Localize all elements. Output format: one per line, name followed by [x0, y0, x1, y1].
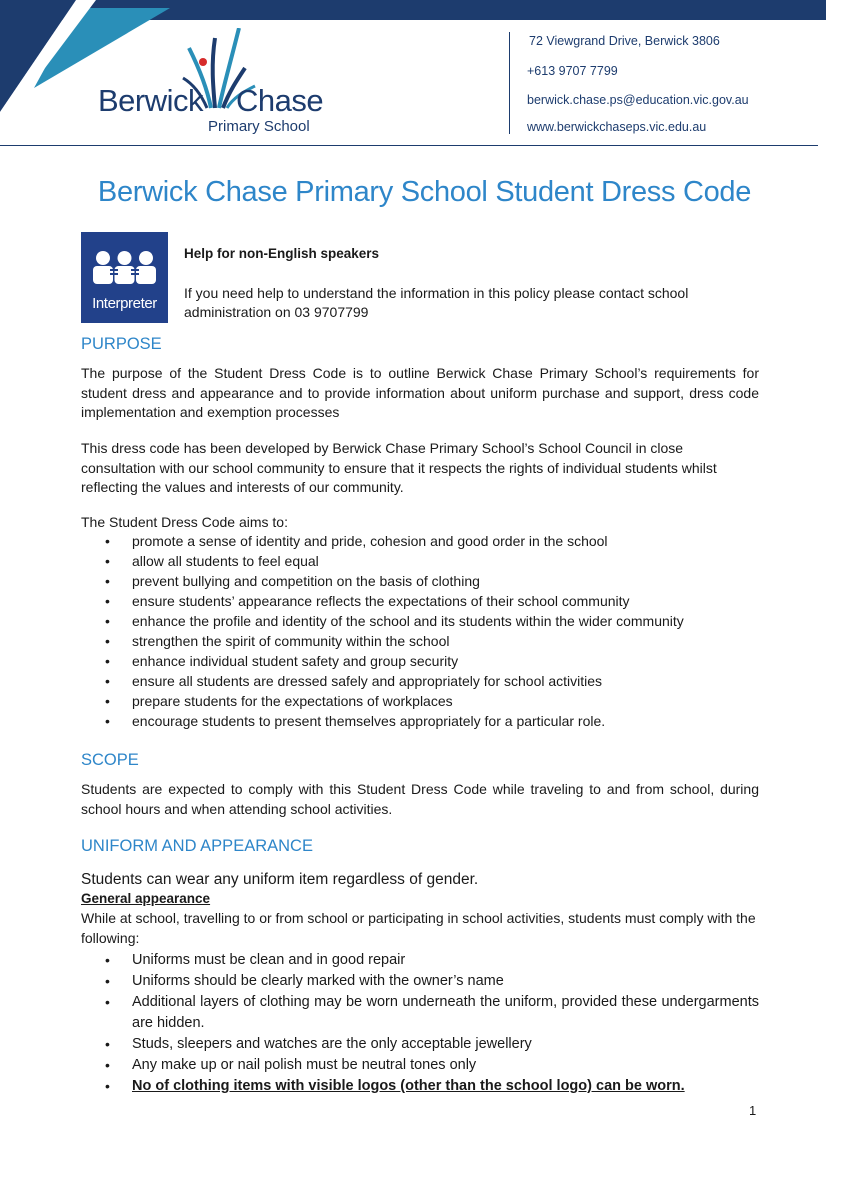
aims-intro: The Student Dress Code aims to:: [81, 514, 288, 530]
list-item: • ensure all students are dressed safely and appropriately for school activities: [81, 671, 759, 691]
contact-website[interactable]: www.berwickchaseps.vic.edu.au: [527, 120, 707, 134]
contact-address: 72 Viewgrand Drive, Berwick 3806: [529, 34, 720, 48]
uniform-heading: UNIFORM AND APPEARANCE: [81, 837, 313, 855]
aims-list: [81, 531, 759, 731]
help-body: If you need help to understand the information in this policy please contact school administration on 03 9707799: [184, 285, 689, 320]
list-item: • allow all students to feel equal: [81, 551, 759, 571]
contact-divider: [509, 32, 510, 134]
uniform-lead: Students can wear any uniform item regardless of gender.: [81, 871, 479, 888]
appearance-rules-list: [81, 950, 759, 1097]
contact-phone: +613 9707 7799: [527, 64, 618, 78]
list-item: [81, 1076, 759, 1097]
list-item: • Uniforms should be clearly marked with the owner’s name: [81, 971, 759, 992]
logo-rule-text: No of clothing items with visible logos (other than the school logo) can be worn.: [132, 1078, 685, 1094]
list-item: • prepare students for the expectations of workplaces: [81, 691, 759, 711]
list-item: • Studs, sleepers and watches are the only acceptable jewellery: [81, 1034, 759, 1055]
list-item: • encourage students to present themselves appropriately for a particular role.: [81, 711, 759, 731]
list-item: • enhance the profile and identity of the school and its students within the wider community: [81, 611, 759, 631]
list-item: • Any make up or nail polish must be neutral tones only: [81, 1055, 759, 1076]
interpreter-label: Interpreter: [92, 295, 157, 312]
scope-heading: SCOPE: [81, 751, 139, 769]
list-item: • Additional layers of clothing may be worn underneath the uniform, provided these undergarments are hidden.: [81, 992, 759, 1034]
page-number: 1: [749, 1103, 757, 1118]
logo-subtitle: Primary School: [208, 118, 310, 135]
list-item: • Uniforms must be clean and in good repair: [81, 950, 759, 971]
page-title: Berwick Chase Primary School Student Dress Code: [97, 176, 752, 208]
purpose-heading: PURPOSE: [81, 335, 162, 353]
logo-name-chase: Chase: [236, 83, 324, 118]
list-item: • enhance individual student safety and group security: [81, 651, 759, 671]
list-item: • promote a sense of identity and pride, cohesion and good order in the school: [81, 531, 759, 551]
interpreter-icon: [81, 232, 168, 292]
header-rule: [0, 145, 818, 146]
list-item: • ensure students’ appearance reflects the expectations of their school community: [81, 591, 759, 611]
purpose-paragraph-2: This dress code has been developed by Berwick Chase Primary School’s School Council in close consultation with our school community to ensure that it respects the rights of individual students whilst reflecting the values and interests of our community.: [81, 440, 717, 495]
scope-body: Students are expected to comply with this Student Dress Code while traveling to and from school, during school hours and when attending school activities.: [81, 781, 759, 817]
list-item: • strengthen the spirit of community within the school: [81, 631, 759, 651]
purpose-paragraph-1: The purpose of the Student Dress Code is to outline Berwick Chase Primary School’s requirements for student dress and appearance and to provide information about uniform purchase and support, dress code implementation and exemption processes: [81, 365, 759, 420]
logo-name-berwick: Berwick: [98, 83, 204, 118]
list-item: • prevent bullying and competition on the basis of clothing: [81, 571, 759, 591]
help-title: Help for non-English speakers: [184, 246, 380, 261]
general-appearance-heading: General appearance: [81, 891, 211, 906]
general-appearance-intro: While at school, travelling to or from school or participating in school activities, students must comply with the following:: [81, 910, 756, 946]
contact-email[interactable]: berwick.chase.ps@education.vic.gov.au: [527, 93, 749, 107]
